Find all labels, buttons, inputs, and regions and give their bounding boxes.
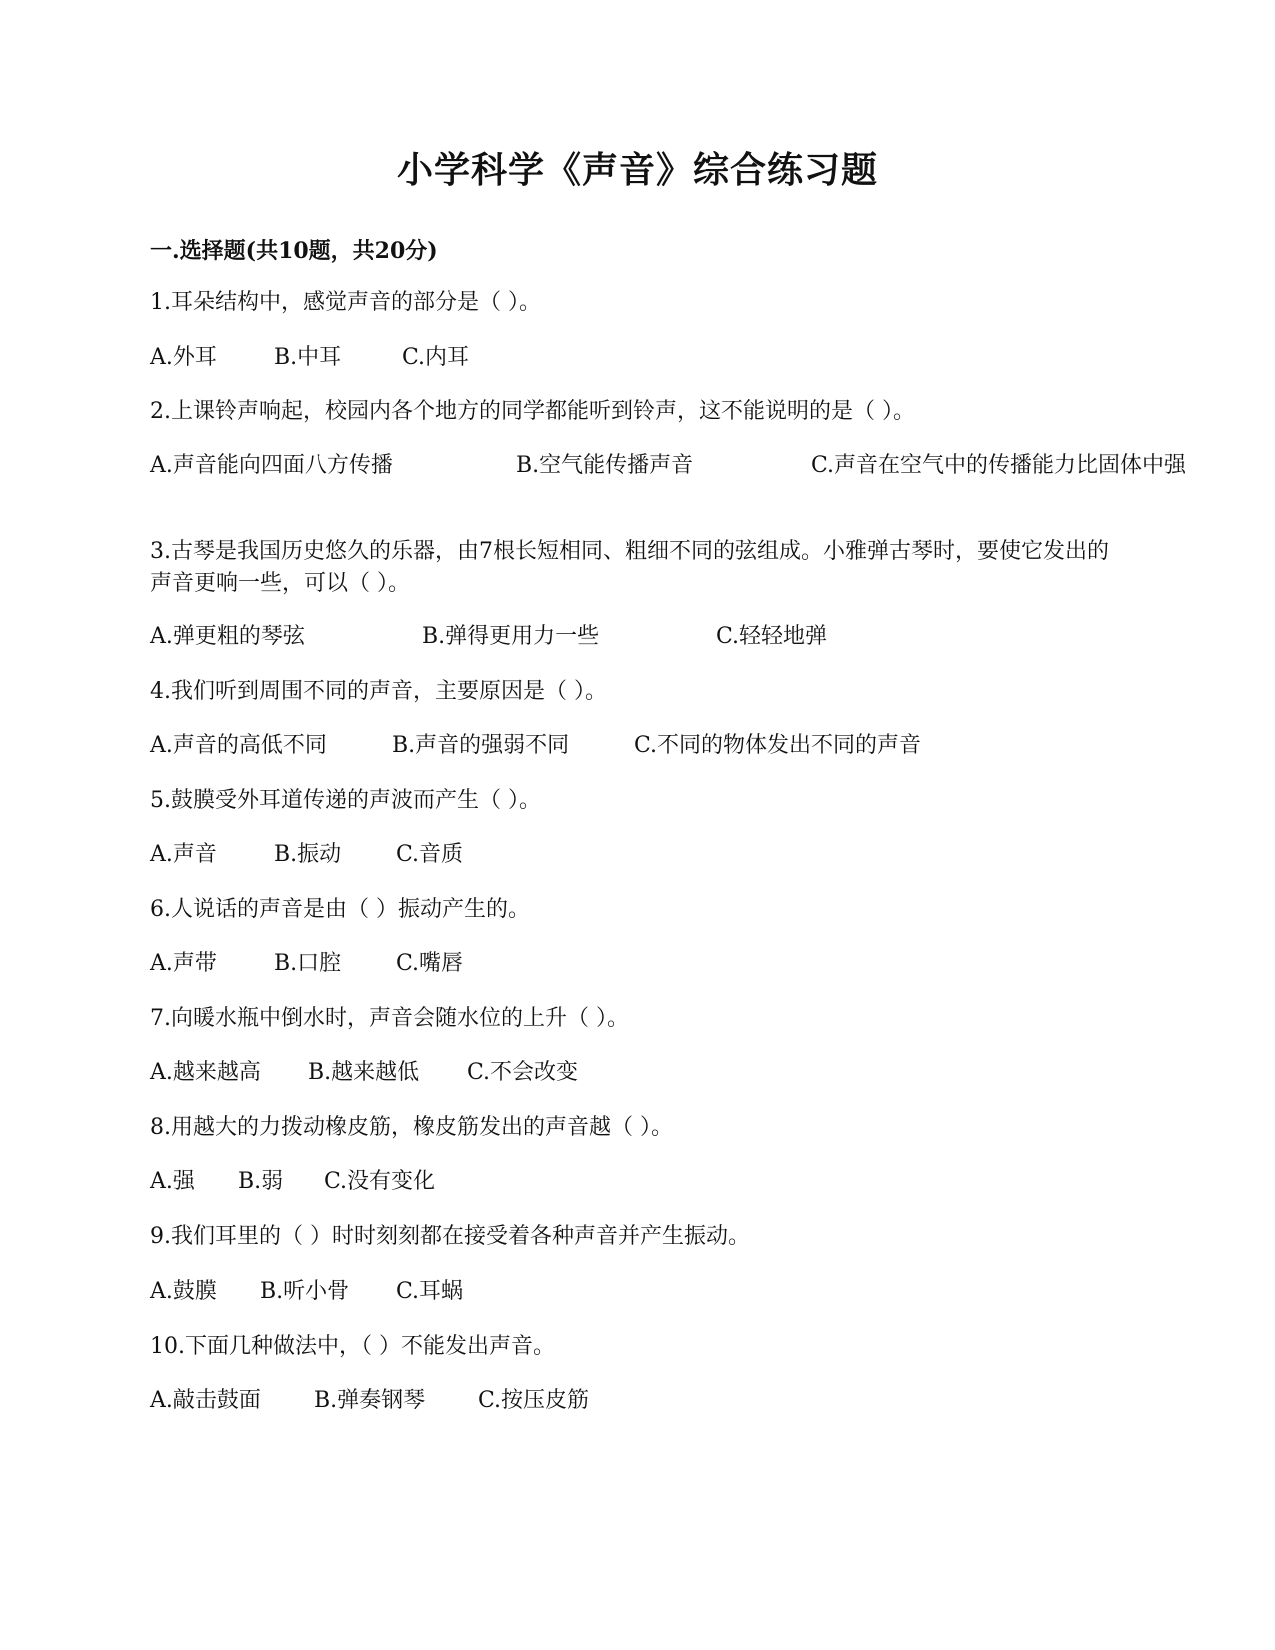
question-8-stem: 8.用越大的力拨动橡皮筋，橡皮筋发出的声音越（ ）。 xyxy=(150,1115,673,1140)
question-9-option-a: A.鼓膜 xyxy=(150,1279,217,1304)
question-8-option-a: A.强 xyxy=(150,1169,195,1194)
question-7-stem: 7.向暖水瓶中倒水时，声音会随水位的上升（ ）。 xyxy=(150,1006,629,1031)
question-3-stem: 3.古琴是我国历史悠久的乐器，由7根长短相同、粗细不同的弦组成。小雅弹古琴时，要使它发出的声音更响一些，可以（ ）。 xyxy=(150,539,1109,596)
section-heading: 一.选择题(共10题，共20分) xyxy=(150,238,438,264)
question-6-option-c: C.嘴唇 xyxy=(396,951,464,976)
question-5-option-a: A.声音 xyxy=(150,842,217,867)
question-9-option-b: B.听小骨 xyxy=(260,1279,350,1304)
question-9-option-c: C.耳蜗 xyxy=(396,1279,464,1304)
question-2-options xyxy=(150,450,1187,516)
question-4-stem: 4.我们听到周围不同的声音，主要原因是（ ）。 xyxy=(150,679,607,704)
question-3-option-c: C.轻轻地弹 xyxy=(716,624,828,649)
question-9-stem: 9.我们耳里的（ ）时时刻刻都在接受着各种声音并产生振动。 xyxy=(150,1224,750,1249)
question-3-option-b: B.弹得更用力一些 xyxy=(422,624,600,649)
question-7-option-b: B.越来越低 xyxy=(308,1060,420,1085)
page-title: 小学科学《声音》综合练习题 xyxy=(396,149,878,191)
question-5-option-b: B.振动 xyxy=(274,842,342,867)
question-2-option-c: C.声音在空气中的传播能力比固体中强 xyxy=(811,453,1187,478)
question-4-option-c: C.不同的物体发出不同的声音 xyxy=(634,733,922,758)
question-6-stem: 6.人说话的声音是由（ ）振动产生的。 xyxy=(150,897,530,922)
question-10-stem: 10.下面几种做法中，（ ）不能发出声音。 xyxy=(150,1334,555,1359)
question-5-stem: 5.鼓膜受外耳道传递的声波而产生（ ）。 xyxy=(150,788,541,813)
question-8-option-b: B.弱 xyxy=(238,1169,284,1194)
question-10-option-b: B.弹奏钢琴 xyxy=(314,1388,426,1413)
question-5-option-c: C.音质 xyxy=(396,842,464,867)
question-4-option-a: A.声音的高低不同 xyxy=(150,733,327,758)
question-1-option-a: A.外耳 xyxy=(150,345,217,370)
question-6-option-a: A.声带 xyxy=(150,951,217,976)
question-2-stem: 2.上课铃声响起，校园内各个地方的同学都能听到铃声，这不能说明的是（ ）。 xyxy=(150,399,915,424)
question-8-option-c: C.没有变化 xyxy=(324,1169,436,1194)
question-6-option-b: B.口腔 xyxy=(274,951,342,976)
question-2-option-b: B.空气能传播声音 xyxy=(516,453,694,478)
question-1-option-c: C.内耳 xyxy=(402,345,470,370)
question-10-option-a: A.敲击鼓面 xyxy=(150,1388,261,1413)
question-1-stem: 1.耳朵结构中，感觉声音的部分是（ ）。 xyxy=(150,290,541,315)
question-7-option-a: A.越来越高 xyxy=(150,1060,261,1085)
question-10-option-c: C.按压皮筋 xyxy=(478,1388,590,1413)
question-7-option-c: C.不会改变 xyxy=(467,1060,579,1085)
question-4-option-b: B.声音的强弱不同 xyxy=(392,733,570,758)
question-1-option-b: B.中耳 xyxy=(274,345,342,370)
question-3-option-a: A.弹更粗的琴弦 xyxy=(150,624,305,649)
question-2-option-c-wrap xyxy=(150,450,1187,482)
question-2-option-a: A.声音能向四面八方传播 xyxy=(150,453,393,478)
